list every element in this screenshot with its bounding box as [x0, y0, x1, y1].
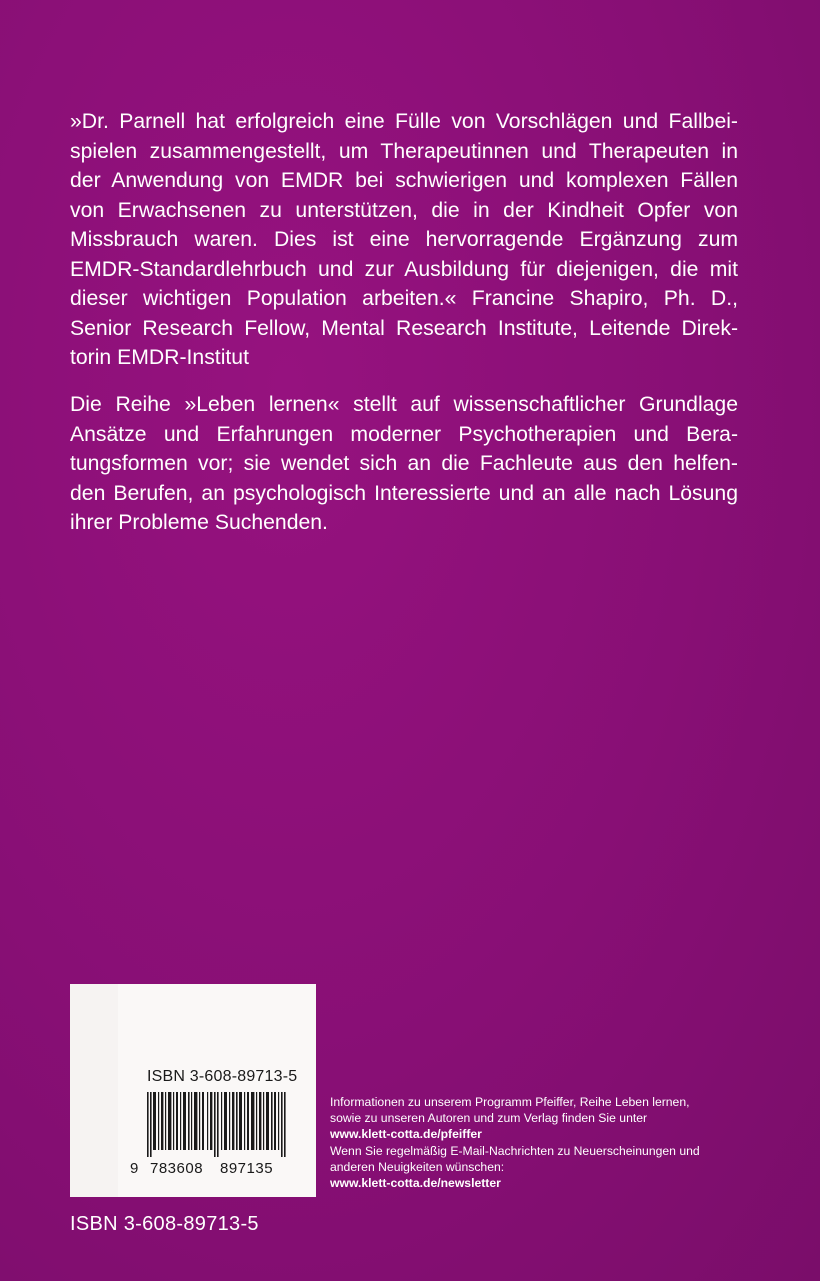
series-description [70, 390, 738, 538]
isbn-text: ISBN 3-608-89713-5 [70, 1213, 259, 1235]
blurb-line: spielen zusammengestellt, um Therapeutinnen und Therapeuten in [70, 139, 738, 163]
blurb-line: der Anwendung von EMDR bei schwierigen und komplexen Fällen [70, 169, 738, 192]
barcode-digits-left: 783608 [150, 1160, 204, 1177]
barcode-inner [118, 984, 316, 1197]
blurb-quote [70, 107, 738, 373]
barcode-digit-first: 9 [130, 1160, 139, 1177]
barcode-digits-right: 897135 [220, 1160, 274, 1177]
series-line: den Berufen, an psychologisch Interessierte und an alle nach Lösung [70, 481, 738, 505]
blurb-line: EMDR-Standardlehrbuch und zur Ausbildung für diejenigen, die mit [70, 257, 738, 281]
pfeiffer-link[interactable]: www.klett-cotta.de/pfeiffer [330, 1127, 482, 1142]
barcode-panel [70, 984, 316, 1197]
info-line: Wenn Sie regelmäßig E-Mail-Nachrichten zu Neuerscheinungen und [330, 1143, 700, 1158]
info-line: sowie zu unseren Autoren und zum Verlag finden Sie unter [330, 1111, 648, 1126]
series-line: Ansätze und Erfahrungen moderner Psychotherapien und Bera- [70, 422, 738, 446]
info-line: Informationen zu unserem Programm Pfeiffer, Reihe Leben lernen, [330, 1095, 690, 1109]
blurb-line: »Dr. Parnell hat erfolgreich eine Fülle von Vorschlägen und Fallbei- [70, 110, 738, 133]
blurb-line-last: torin EMDR-Institut [70, 346, 249, 369]
newsletter-link[interactable]: www.klett-cotta.de/newsletter [330, 1176, 501, 1191]
blurb-line: Senior Research Fellow, Mental Research Institute, Leitende Direk- [70, 316, 738, 340]
barcode-isbn-label: ISBN 3-608-89713-5 [147, 1068, 298, 1085]
barcode-bars [147, 1092, 287, 1157]
series-line: Die Reihe »Leben lernen« stellt auf wissenschaftlicher Grundlage [70, 393, 738, 416]
publisher-info [330, 1094, 770, 1191]
series-line: tungsformen vor; sie wendet sich an die Fachleute aus den helfen- [70, 452, 738, 475]
blurb-line: Missbrauch waren. Dies ist eine hervorragende Ergänzung zum [70, 228, 738, 251]
blurb-line: dieser wichtigen Population arbeiten.« Francine Shapiro, Ph. D., [70, 287, 738, 310]
info-line: anderen Neuigkeiten wünschen: [330, 1159, 505, 1174]
blurb-line: von Erwachsenen zu unterstützen, die in der Kindheit Opfer von [70, 198, 738, 222]
series-line-last: ihrer Probleme Suchenden. [70, 511, 328, 534]
